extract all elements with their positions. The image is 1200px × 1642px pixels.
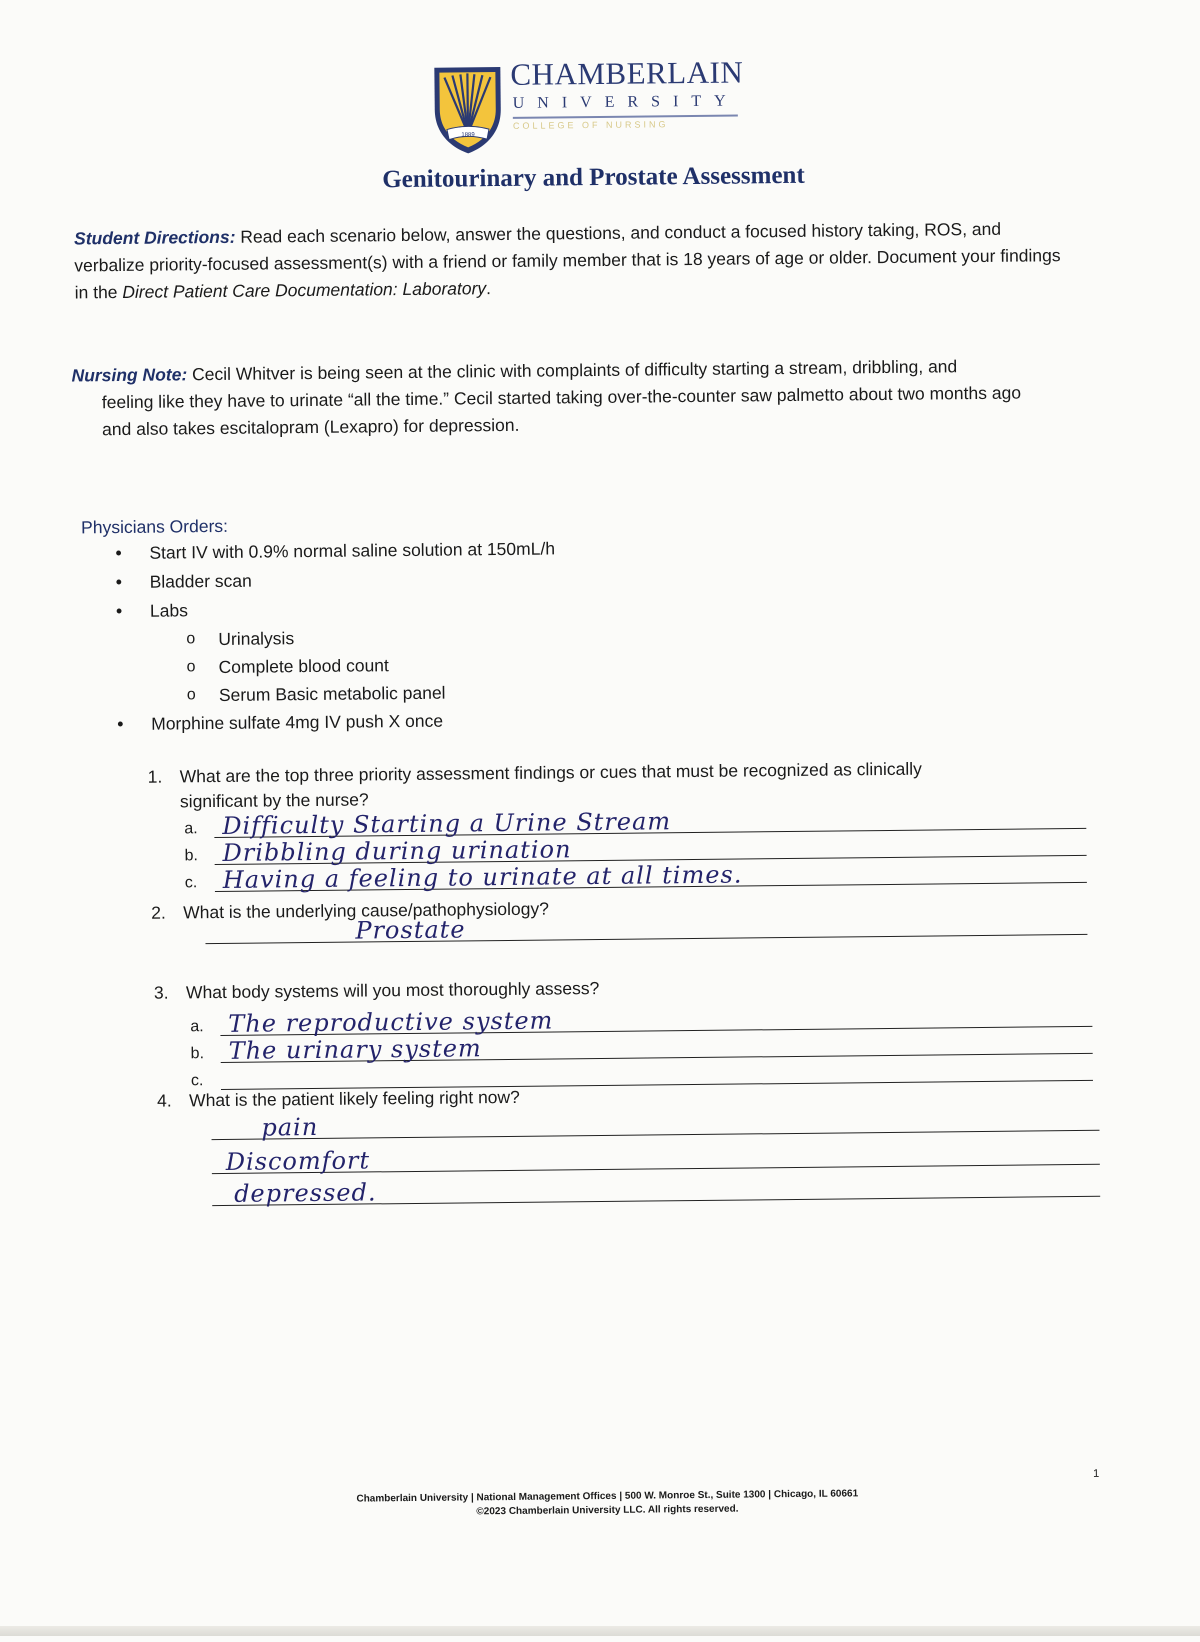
handwritten-answer: Having a feeling to urinate at all times. (222, 860, 743, 894)
brand-name: CHAMBERLAIN (510, 54, 744, 92)
answer-letter: a. (184, 820, 198, 838)
handwritten-answer: Discomfort (225, 1146, 371, 1176)
svg-text:1889: 1889 (461, 132, 475, 139)
handwritten-answer: pain (261, 1112, 319, 1142)
nursing-note (71, 352, 1032, 443)
answer-letter: a. (190, 1018, 204, 1036)
nursing-note-body: feeling like they have to urinate “all the time.” Cecil started taking over-the-counter saw palmetto about two months ago and also takes escitalopram (Lexapro) for depression. (101, 382, 1022, 440)
handwritten-answer: Prostate (355, 915, 466, 945)
list-item: o Urinalysis (186, 621, 556, 653)
brand-college: COLLEGE OF NURSING (512, 119, 669, 131)
page-footer (7, 1484, 1200, 1525)
directions-text: Read each scenario below, answer the questions, and conduct a focused history taking, ROS, and verbalize priority-focused assessment(s) with a friend or family member that is 18 years of age or older. Document your findings in the (74, 218, 1061, 303)
crest-icon (430, 63, 505, 156)
nursing-note-line1: Cecil Whitver is being seen at the clinic with complaints of difficulty starting a stream, dribbling, and (187, 356, 958, 385)
directions-doc-name: Direct Patient Care Documentation: Laboratory (122, 278, 487, 302)
list-item-labs (116, 592, 557, 710)
list-item: • Morphine sulfate 4mg IV push X once (117, 705, 557, 739)
labs-list (150, 621, 556, 709)
list-item: o Complete blood count (186, 649, 556, 681)
orders-list (115, 534, 557, 739)
university-logo (430, 54, 751, 161)
answer-letter: b. (190, 1045, 205, 1063)
question-text: What is the patient likely feeling right now? (189, 1086, 520, 1111)
handwritten-answer: Difficulty Starting a Urine Stream (222, 807, 672, 840)
list-item: • Bladder scan (116, 563, 556, 597)
directions-end: . (486, 278, 492, 299)
answer-letter: b. (184, 847, 198, 865)
question-number: 3. (153, 982, 169, 1003)
directions-label: Student Directions: (73, 226, 236, 249)
handwritten-answer: Dribbling during urination (222, 835, 572, 867)
handwritten-answer: The reproductive system (228, 1006, 554, 1038)
nursing-note-label: Nursing Note: (71, 364, 188, 386)
list-item: o Serum Basic metabolic panel (187, 677, 557, 709)
labs-label: Labs (149, 600, 189, 621)
footer-copyright: ©2023 Chamberlain University LLC. All rights reserved. (476, 1503, 739, 1518)
handwritten-answer: depressed. (233, 1178, 377, 1208)
orders-heading: Physicians Orders: (81, 515, 229, 538)
page-number: 1 (1093, 1467, 1100, 1480)
question-number: 4. (157, 1090, 172, 1111)
scan-edge (0, 1626, 1200, 1636)
list-item: • Start IV with 0.9% normal saline solution at 150mL/h (115, 534, 555, 568)
answer-line (205, 934, 1087, 944)
question-text: What is the underlying cause/pathophysiology? (183, 898, 550, 923)
handwritten-answer: The urinary system (228, 1034, 482, 1065)
question-number: 1. (147, 766, 163, 787)
footer-address: Chamberlain University | National Management Offices | 500 W. Monroe St., Suite 1300 | Chicago, IL 60661 (356, 1488, 859, 1505)
brand-subtitle: UNIVERSITY (512, 92, 739, 112)
question-text: What are the top three priority assessment findings or cues that must be recognized as clinically significant by the nurse? (179, 758, 922, 812)
page-title: Genitourinary and Prostate Assessment (382, 161, 805, 194)
student-directions (74, 215, 1075, 306)
question-text: What body systems will you most thoroughly assess? (185, 978, 600, 1003)
answer-letter: c. (190, 1072, 204, 1090)
question-number: 2. (151, 902, 166, 923)
answer-letter: c. (184, 874, 198, 892)
